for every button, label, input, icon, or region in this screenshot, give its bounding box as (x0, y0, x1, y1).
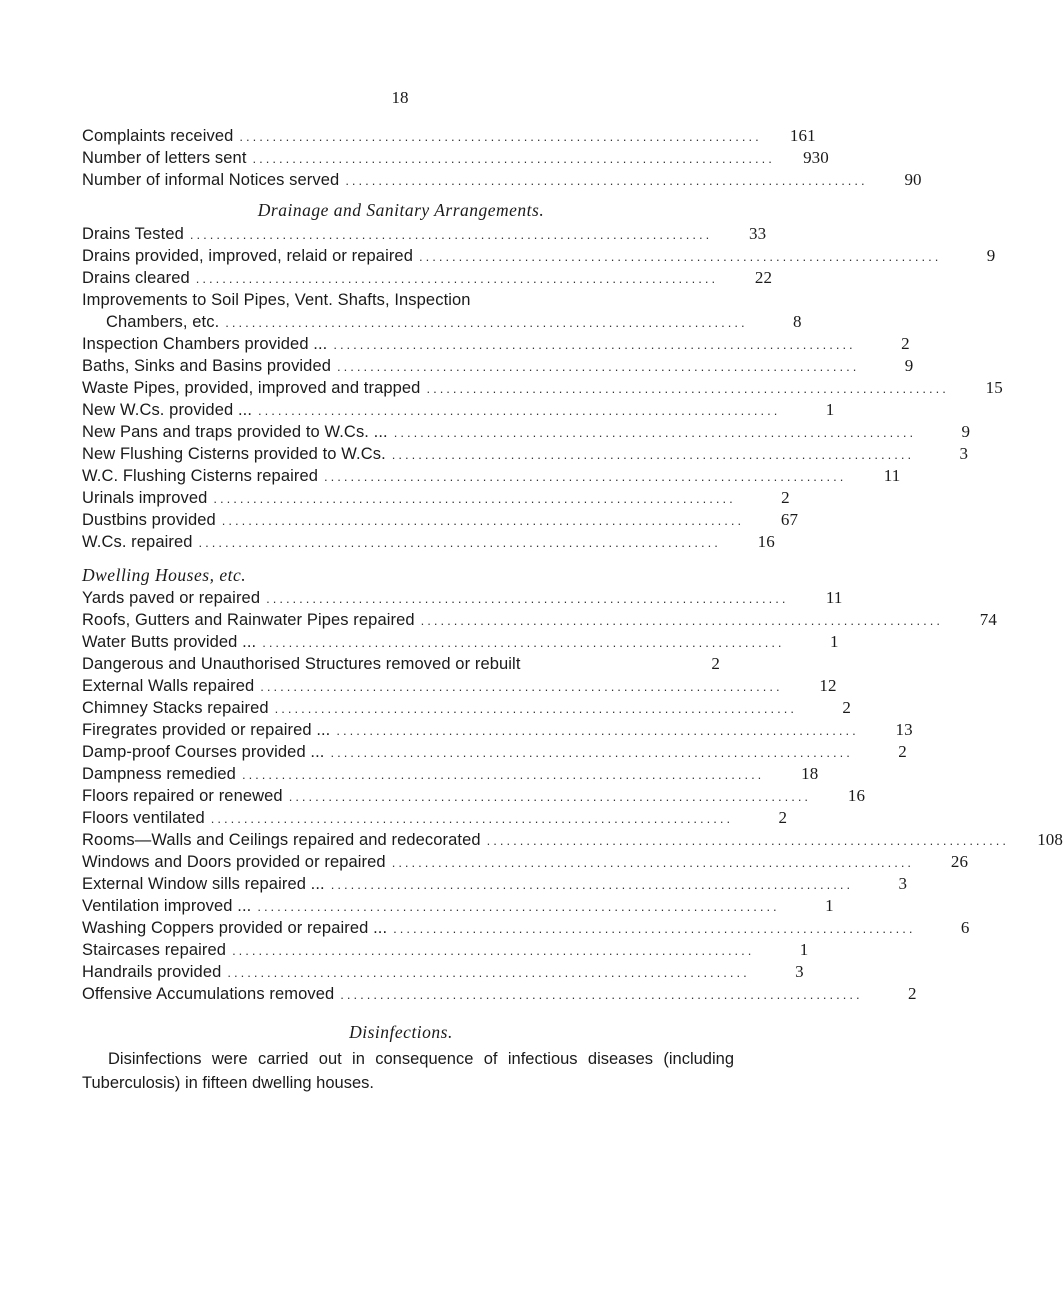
dot-leader: ............................................................................... (195, 271, 719, 286)
dot-leader: ............................................................................... (330, 877, 854, 892)
row-label: Damp-proof Courses provided ... (82, 743, 325, 761)
dot-leader: ............................................................................... (239, 129, 762, 144)
dot-leader: ............................................................................... (221, 513, 745, 528)
row-value: 2 (842, 698, 851, 717)
row-label: Urinals improved (82, 489, 208, 507)
table-row (82, 245, 996, 267)
row-value: 15 (985, 378, 1003, 397)
dot-leader: ............................................................................... (420, 613, 943, 628)
table-row (82, 983, 917, 1005)
dot-leader: ............................................................................... (189, 227, 713, 242)
row-value: 2 (901, 334, 910, 353)
row-label: Number of informal Notices served (82, 171, 340, 189)
row-value: 18 (801, 764, 819, 783)
row-value: 2 (898, 742, 907, 761)
row-value: 13 (895, 720, 913, 739)
row-value: 11 (825, 588, 843, 607)
table-row (82, 653, 720, 675)
dot-leader: ............................................................................... (266, 591, 789, 606)
row-label: Offensive Accumulations removed (82, 985, 335, 1003)
row-label: Inspection Chambers provided ... (82, 335, 328, 353)
row-label: W.C. Flushing Cisterns repaired (82, 467, 319, 485)
table-row (82, 961, 804, 983)
dot-leader: ............................................................................... (336, 723, 859, 738)
row-value: 3 (959, 444, 969, 463)
dot-leader: ............................................................................... (288, 789, 812, 804)
disinfections-heading: Disinfections. (349, 1022, 453, 1042)
table-row (82, 399, 835, 421)
row-value: 9 (904, 356, 914, 375)
row-label: Complaints received (82, 127, 234, 145)
row-value: 3 (898, 874, 908, 893)
row-value: 16 (757, 532, 775, 551)
row-value: 3 (795, 962, 804, 981)
table-row (82, 741, 907, 763)
row-value: 161 (789, 126, 816, 145)
table-row (82, 763, 819, 785)
row-value: 26 (950, 852, 969, 871)
dot-leader: ............................................................................... (225, 315, 748, 330)
row-value: 16 (847, 786, 866, 805)
row-label: Water Butts provided ... (82, 633, 257, 651)
dot-leader: ............................................................................... (426, 381, 949, 396)
summary-section (82, 125, 922, 191)
table-row (82, 487, 790, 509)
dot-leader: ............................................................................... (337, 359, 860, 374)
table-row (82, 267, 773, 289)
table-row (82, 169, 922, 191)
dwelling-section (82, 587, 1063, 1005)
row-value: 2 (781, 488, 790, 507)
dot-leader: ............................................................................... (260, 679, 783, 694)
row-value: 1 (825, 400, 835, 419)
dot-leader: ............................................................................... (330, 745, 853, 760)
row-label: Dangerous and Unauthorised Structures removed or rebuilt (82, 655, 521, 673)
table-row (82, 873, 908, 895)
table-row (82, 355, 914, 377)
dot-leader: ............................................................................... (419, 249, 942, 264)
table-row (82, 939, 809, 961)
table-row (82, 697, 851, 719)
row-label: Baths, Sinks and Basins provided (82, 357, 332, 375)
dot-leader: ............................................................................... (210, 811, 734, 826)
table-row (82, 785, 866, 807)
row-label: Drains provided, improved, relaid or repaired (82, 247, 413, 265)
row-value: 2 (778, 808, 788, 827)
row-label: Dustbins provided (82, 511, 216, 529)
row-label: Floors repaired or renewed (82, 787, 283, 805)
row-value: 74 (979, 610, 997, 629)
dot-leader: ............................................................................... (257, 899, 780, 914)
row-label: Chambers, etc. (106, 313, 220, 331)
table-row (82, 377, 1003, 399)
row-value: 33 (749, 224, 767, 243)
row-value: 9 (961, 422, 971, 441)
dot-leader: ............................................................................... (252, 151, 775, 166)
row-label: Dampness remedied (82, 765, 236, 783)
drainage-heading: Drainage and Sanitary Arrangements. (257, 200, 545, 220)
row-label: New Pans and traps provided to W.Cs. ... (82, 423, 388, 441)
row-label: Floors ventilated (82, 809, 205, 827)
dot-leader: ............................................................................... (333, 337, 856, 352)
table-row (82, 289, 720, 311)
dot-leader: ............................................................................... (213, 491, 736, 506)
dot-leader: ............................................................................... (262, 635, 785, 650)
row-label: Firegrates provided or repaired ... (82, 721, 331, 739)
dot-leader: ............................................................................... (274, 701, 797, 716)
row-label: External Window sills repaired ... (82, 875, 325, 893)
row-value: 930 (803, 148, 829, 167)
table-row (82, 443, 969, 465)
row-label: External Walls repaired (82, 677, 255, 695)
table-row (82, 333, 910, 355)
table-row (82, 609, 997, 631)
row-value: 1 (829, 632, 839, 651)
row-label: Number of letters sent (82, 149, 247, 167)
dot-leader: ............................................................................... (486, 833, 1009, 848)
dot-leader: ............................................................................... (391, 855, 915, 870)
row-label: Handrails provided (82, 963, 222, 981)
row-value: 2 (711, 654, 720, 673)
row-label: Staircases repaired (82, 941, 227, 959)
table-row (82, 851, 969, 873)
dot-leader: ............................................................................... (241, 767, 765, 782)
report-content (82, 125, 1063, 1095)
disinfections-paragraph: Disinfections were carried out in consequence of infectious diseases (including Tuberculosis) in fifteen dwelling houses. (82, 1050, 734, 1092)
table-row (82, 675, 837, 697)
row-value: 108 (1037, 830, 1063, 849)
table-row (82, 311, 802, 333)
row-value: 67 (780, 510, 799, 529)
dot-leader: ............................................................................... (393, 921, 916, 936)
dot-leader: ............................................................................... (227, 965, 750, 980)
row-label: Ventilation improved ... (82, 897, 252, 915)
row-label: New W.Cs. provided ... (82, 401, 253, 419)
page-number: 18 (391, 88, 409, 107)
dot-leader: ............................................................................... (324, 469, 847, 484)
table-row (82, 147, 829, 169)
row-value: 12 (819, 676, 837, 695)
table-row (82, 829, 1063, 851)
row-value: 22 (754, 268, 773, 287)
dot-leader: ............................................................................... (391, 447, 915, 462)
table-row (82, 587, 843, 609)
table-row (82, 421, 971, 443)
drainage-section (82, 223, 1003, 553)
row-label: Yards paved or repaired (82, 589, 261, 607)
dot-leader: ............................................................................... (258, 403, 781, 418)
row-label: Windows and Doors provided or repaired (82, 853, 386, 871)
dot-leader: ............................................................................... (393, 425, 917, 440)
table-row (82, 917, 970, 939)
table-row (82, 509, 799, 531)
dot-leader: ............................................................................... (340, 987, 863, 1002)
row-value: 6 (960, 918, 970, 937)
dot-leader: ............................................................................... (198, 535, 721, 550)
row-label: New Flushing Cisterns provided to W.Cs. (82, 445, 386, 463)
table-row (82, 631, 839, 653)
row-value: 2 (908, 984, 917, 1003)
row-label: Waste Pipes, provided, improved and trapped (82, 379, 421, 397)
row-value: 8 (793, 312, 802, 331)
table-row (82, 465, 901, 487)
row-value: 1 (799, 940, 809, 959)
row-value: 1 (825, 896, 834, 915)
table-row (82, 531, 775, 553)
row-label: Rooms—Walls and Ceilings repaired and redecorated (82, 831, 481, 849)
table-row (82, 807, 788, 829)
table-row (82, 125, 816, 147)
row-value: 9 (986, 246, 996, 265)
row-value: 11 (883, 466, 901, 485)
row-label: Washing Coppers provided or repaired ... (82, 919, 388, 937)
row-value: 90 (904, 170, 922, 189)
table-row (82, 719, 913, 741)
row-label: Chimney Stacks repaired (82, 699, 269, 717)
dot-leader: ............................................................................... (345, 173, 868, 188)
table-row (82, 895, 834, 917)
dot-leader: ............................................................................... (232, 943, 755, 958)
row-label: Drains Tested (82, 225, 184, 243)
row-label: Roofs, Gutters and Rainwater Pipes repaired (82, 611, 415, 629)
dwelling-heading: Dwelling Houses, etc. (82, 565, 247, 585)
table-row (82, 223, 767, 245)
row-label: W.Cs. repaired (82, 533, 193, 551)
row-label: Drains cleared (82, 269, 190, 287)
row-label: Improvements to Soil Pipes, Vent. Shafts, Inspection (82, 291, 471, 309)
